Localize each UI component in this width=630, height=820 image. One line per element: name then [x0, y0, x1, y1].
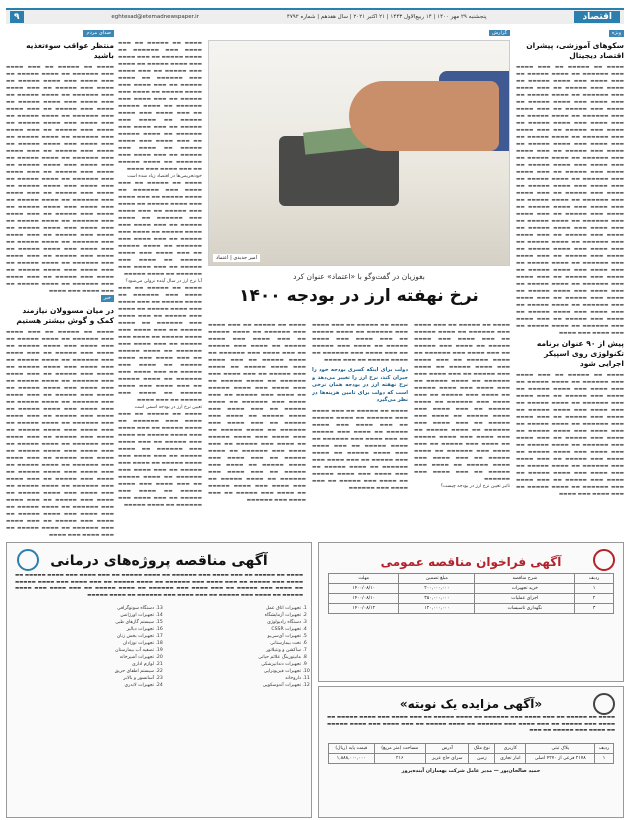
table-cell: ۱۴۰۰/۰۸/۱۲ [329, 604, 399, 614]
tender-item: 12. تجهیزات آندوسکوپی [164, 682, 301, 689]
column-tag: صدای مردم [83, 30, 114, 37]
call-ad-table [328, 573, 614, 614]
main-story [118, 30, 510, 538]
table-header-cell: شرح مناقصه [475, 574, 575, 584]
tender-ad-title: آگهی مناقصه پروژه‌های درمانی [50, 553, 268, 569]
org-logo-icon [17, 549, 39, 571]
table-header-row [329, 743, 614, 753]
table-cell: خرید تجهیزات [475, 584, 575, 594]
hand-shape [349, 81, 499, 151]
story-subtitle: بغوزیان در گفت‌وگو با «اعتماد» عنوان کرد [293, 272, 425, 281]
table-cell: ۱ [595, 753, 614, 763]
page-number: ۹ [10, 11, 24, 23]
column-tag-2: خبر [101, 295, 114, 302]
table-header-cell: ردیف [575, 574, 614, 584]
tender-ad [6, 542, 312, 818]
call-ad [318, 542, 624, 682]
table-header-cell: مبلغ تضمین [399, 574, 475, 584]
tender-item: 22. سیستم اطفای حریق [17, 668, 154, 675]
org-logo-icon [593, 693, 615, 715]
auction-ad-intro: ▬▬▬▬ ▬▬ ▬▬▬▬▬ ▬▬ ▬▬▬ ▬▬▬▬ ▬▬▬ ▬▬▬▬▬▬ ▬▬ ▬▬▬▬ ▬▬▬▬▬ ▬▬ ▬▬▬ ▬▬▬▬ ▬▬▬ ▬▬▬▬ ▬▬▬▬▬ ▬▬ ▬▬▬▬ ▬▬▬ ▬▬▬▬▬ ▬▬ ▬▬▬ ▬▬▬▬ ▬▬▬ ▬▬▬▬▬▬ ▬▬ ▬▬▬▬ ▬▬▬▬▬ ▬▬ ▬▬▬ ▬▬▬▬ ▬▬▬ ▬▬▬▬ ▬▬▬▬▬ ▬▬ ▬▬▬▬ ▬▬▬ ▬▬▬▬▬ ▬▬ ▬▬▬ [327, 715, 615, 733]
tender-item: 7. ساکشن و ونتیلاتور [164, 647, 301, 654]
table-header-cell: ردیف [595, 743, 614, 753]
table-cell: ۱۴۰۰/۰۸/۱۰ [329, 594, 399, 604]
table-cell: ۲ [575, 594, 614, 604]
table-header-cell: پلاک ثبتی [526, 743, 595, 753]
table-header-cell: کاربری [495, 743, 526, 753]
article-title: منتظر عواقب سوءتغذیه باشید [26, 41, 114, 60]
org-logo-icon [593, 549, 615, 571]
story-column-2: ▬▬▬▬ ▬▬ ▬▬▬▬▬ ▬▬ ▬▬▬ ▬▬▬▬ ▬▬▬ ▬▬▬▬▬▬ ▬▬ ▬▬▬▬ ▬▬▬▬▬ ▬▬ ▬▬▬ ▬▬▬▬ ▬▬▬ ▬▬▬▬ ▬▬▬▬▬ ▬▬ ▬▬▬▬ ▬▬▬ ▬▬▬▬▬ ▬▬ ▬▬▬ ▬▬▬▬ ▬▬▬ ▬▬▬▬▬▬ ▬▬ ▬▬▬▬ ▬▬▬▬▬ ▬▬ ▬▬▬ ▬▬▬▬ دولت برای اینکه کسری بودجه خود را جبران کند، نرخ ارز را تغییر می‌دهد و نرخ نهفته ارز در بودجه همان نرخی است که دولت برای تامین هزینه‌ها در نظر می‌گیرد ▬▬▬▬ ▬▬ ▬▬▬▬▬ ▬▬ ▬▬▬ ▬▬▬▬ ▬▬▬ ▬▬▬▬▬▬ ▬▬ ▬▬▬▬ ▬▬▬▬▬ ▬▬ ▬▬▬ ▬▬▬▬ ▬▬▬ ▬▬▬▬ ▬▬▬▬▬ ▬▬ ▬▬▬▬ ▬▬▬ ▬▬▬▬▬ ▬▬ ▬▬▬ ▬▬▬▬ ▬▬▬ ▬▬▬▬▬▬ ▬▬ ▬▬▬▬ ▬▬▬▬▬ ▬▬ ▬▬▬ ▬▬▬▬ ▬▬▬ ▬▬▬▬ ▬▬▬▬▬ ▬▬ ▬▬▬▬ ▬▬▬ ▬▬▬▬▬ ▬▬ ▬▬▬ ▬▬▬▬ ▬▬▬ ▬▬▬▬▬▬ ▬▬ ▬▬▬▬ ▬▬▬▬▬ ▬▬ ▬▬▬ ▬▬▬▬ ▬▬▬ ▬▬▬▬ ▬▬▬▬▬ ▬▬ ▬▬▬▬ ▬▬▬ ▬▬▬▬▬ ▬▬ ▬▬▬ ▬▬▬▬ ▬▬▬ ▬▬▬▬▬▬ [312, 323, 408, 491]
article-body-2: ▬▬▬▬ ▬▬ ▬▬▬▬▬ ▬▬ ▬▬▬ ▬▬▬▬ ▬▬▬ ▬▬▬▬▬▬ ▬▬ ▬▬▬▬ ▬▬▬▬▬ ▬▬ ▬▬▬ ▬▬▬▬ ▬▬▬ ▬▬▬▬ ▬▬▬▬▬ ▬▬ ▬▬▬▬ ▬▬▬ ▬▬▬▬▬ ▬▬ ▬▬▬ ▬▬▬▬ ▬▬▬ ▬▬▬▬▬▬ ▬▬ ▬▬▬▬ ▬▬▬▬▬ ▬▬ ▬▬▬ ▬▬▬▬ ▬▬▬ ▬▬▬▬ ▬▬▬▬▬ ▬▬ ▬▬▬▬ ▬▬▬ ▬▬▬▬▬ ▬▬ ▬▬▬ ▬▬▬▬ ▬▬▬ ▬▬▬▬▬▬ ▬▬ ▬▬▬▬ ▬▬▬▬▬ ▬▬ ▬▬▬ ▬▬▬▬ ▬▬▬ ▬▬▬▬ ▬▬▬▬▬ ▬▬ ▬▬▬▬ ▬▬▬ ▬▬▬▬▬ ▬▬ ▬▬▬ ▬▬▬▬ ▬▬▬ ▬▬▬▬▬▬ ▬▬ ▬▬▬▬ ▬▬▬▬▬ ▬▬ ▬▬▬ ▬▬▬▬ ▬▬▬ ▬▬▬▬ ▬▬▬▬▬ ▬▬ ▬▬▬▬ ▬▬▬ ▬▬▬▬▬ ▬▬ ▬▬▬ ▬▬▬▬ ▬▬▬ ▬▬▬▬▬▬ ▬▬ ▬▬▬▬ ▬▬▬▬▬ ▬▬ ▬▬▬ ▬▬▬▬ ▬▬▬ ▬▬▬▬ ▬▬▬▬▬ ▬▬ ▬▬▬▬ ▬▬▬ ▬▬▬▬▬ ▬▬ ▬▬▬ ▬▬▬▬ ▬▬▬ ▬▬▬▬▬▬ ▬▬ ▬▬▬▬ ▬▬▬▬▬ ▬▬ ▬▬▬ ▬▬▬▬ ▬▬▬ ▬▬▬▬ [516, 373, 624, 497]
auction-ad-title: «آگهی مزایده یک نوبته» [399, 697, 543, 711]
table-cell: ۲۱۷۸ فرعی از ۴۲۷۰ اصلی [526, 753, 595, 763]
tender-item: 23. آسانسور و بالابر [17, 675, 154, 682]
tender-item: 1. تجهیزات اتاق عمل [164, 605, 301, 612]
tender-item: 20. تجهیزات آشپزخانه [17, 654, 154, 661]
table-cell: ۱۲۰,۰۰۰,۰۰۰ [399, 604, 475, 614]
tender-ad-intro: ▬▬▬▬ ▬▬ ▬▬▬▬▬ ▬▬ ▬▬▬ ▬▬▬▬ ▬▬▬ ▬▬▬▬▬▬ ▬▬ ▬▬▬▬ ▬▬▬▬▬ ▬▬ ▬▬▬ ▬▬▬▬ ▬▬▬ ▬▬▬▬ ▬▬▬▬▬ ▬▬ ▬▬▬▬ ▬▬▬ ▬▬▬▬▬ ▬▬ ▬▬▬ ▬▬▬▬ ▬▬▬ ▬▬▬▬▬▬ ▬▬ ▬▬▬▬ ▬▬▬▬▬ ▬▬ ▬▬▬ ▬▬▬▬ ▬▬▬ ▬▬▬▬ ▬▬▬▬▬ ▬▬ ▬▬▬▬ ▬▬▬ ▬▬▬▬▬ ▬▬ ▬▬▬ ▬▬▬▬ ▬▬▬ ▬▬▬▬▬▬ ▬▬ ▬▬▬▬ ▬▬▬▬▬ ▬▬ ▬▬▬ ▬▬▬▬ ▬▬▬ ▬▬▬▬ ▬▬▬▬▬ ▬▬ ▬▬▬▬ ▬▬▬ ▬▬▬▬▬ ▬▬ ▬▬▬ ▬▬▬▬ ▬▬▬ ▬▬▬▬▬▬ ▬▬ ▬▬▬▬ ▬▬▬▬▬ [15, 573, 303, 598]
article-body-2: ▬▬▬▬ ▬▬ ▬▬▬▬▬ ▬▬ ▬▬▬ ▬▬▬▬ ▬▬▬ ▬▬▬▬▬▬ ▬▬ ▬▬▬▬ ▬▬▬▬▬ ▬▬ ▬▬▬ ▬▬▬▬ ▬▬▬ ▬▬▬▬ ▬▬▬▬▬ ▬▬ ▬▬▬▬ ▬▬▬ ▬▬▬▬▬ ▬▬ ▬▬▬ ▬▬▬▬ ▬▬▬ ▬▬▬▬▬▬ ▬▬ ▬▬▬▬ ▬▬▬▬▬ ▬▬ ▬▬▬ ▬▬▬▬ ▬▬▬ ▬▬▬▬ ▬▬▬▬▬ ▬▬ ▬▬▬▬ ▬▬▬ ▬▬▬▬▬ ▬▬ ▬▬▬ ▬▬▬▬ ▬▬▬ ▬▬▬▬▬▬ ▬▬ ▬▬▬▬ ▬▬▬▬▬ ▬▬ ▬▬▬ ▬▬▬▬ ▬▬▬ ▬▬▬▬ ▬▬▬▬▬ ▬▬ ▬▬▬▬ ▬▬▬ ▬▬▬▬▬ ▬▬ ▬▬▬ ▬▬▬▬ ▬▬▬ ▬▬▬▬▬▬ ▬▬ ▬▬▬▬ ▬▬▬▬▬ ▬▬ ▬▬▬ ▬▬▬▬ ▬▬▬ ▬▬▬▬ ▬▬▬▬▬ ▬▬ ▬▬▬▬ ▬▬▬ ▬▬▬▬▬ ▬▬ ▬▬▬ ▬▬▬▬ ▬▬▬ ▬▬▬▬▬▬ ▬▬ ▬▬▬▬ ▬▬▬▬▬ ▬▬ ▬▬▬ ▬▬▬▬ ▬▬▬ ▬▬▬▬ ▬▬▬▬▬ ▬▬ ▬▬▬▬ ▬▬▬ ▬▬▬▬▬ ▬▬ ▬▬▬ ▬▬▬▬ ▬▬▬ ▬▬▬▬▬▬ ▬▬ ▬▬▬▬ ▬▬▬▬▬ ▬▬ ▬▬▬ ▬▬▬▬ ▬▬▬ ▬▬▬▬ ▬▬▬▬▬ ▬▬ ▬▬▬▬ ▬▬▬ ▬▬▬▬▬ ▬▬ ▬▬▬ ▬▬▬▬ ▬▬▬ ▬▬▬▬▬▬ ▬▬ ▬▬▬▬ ▬▬▬▬▬ ▬▬ ▬▬▬ ▬▬▬▬ ▬▬▬ ▬▬▬▬ ▬▬▬▬▬ ▬▬ ▬▬▬▬ ▬▬▬ ▬▬▬▬▬ ▬▬ ▬▬▬ ▬▬▬▬ ▬▬▬ ▬▬▬▬▬▬ ▬▬ ▬▬▬▬ ▬▬▬▬▬ ▬▬ ▬▬▬ ▬▬▬▬ ▬▬▬ ▬▬▬▬ ▬▬▬▬▬ ▬▬ ▬▬▬▬ ▬▬▬ ▬▬▬▬▬ ▬▬ ▬▬▬ ▬▬▬▬ ▬▬▬ ▬▬▬▬▬▬ ▬▬ ▬▬▬▬ ▬▬▬▬▬ ▬▬ ▬▬▬ ▬▬▬▬ ▬▬▬ ▬▬▬▬ ▬▬▬▬▬ ▬▬ ▬▬▬▬ ▬▬▬ ▬▬▬▬▬ ▬▬ ▬▬▬ ▬▬▬▬ ▬▬▬ ▬▬▬▬▬▬ ▬▬ ▬▬▬▬ ▬▬▬▬▬ ▬▬ ▬▬▬ ▬▬▬▬ ▬▬▬ ▬▬▬▬ [6, 330, 114, 538]
table-cell: ۳ [575, 604, 614, 614]
table-cell: اجرای عملیات [475, 594, 575, 604]
table-header-cell: آدرس [425, 743, 469, 753]
article-title: سکوهای آموزشی، پیشران اقتصاد دیجیتال [526, 41, 624, 60]
table-cell: سرای حاج عزیز [425, 753, 469, 763]
tender-item: 8. مانیتورینگ علائم حیاتی [164, 654, 301, 661]
auction-ad-table [328, 743, 614, 764]
column-tag: ویژه [609, 30, 624, 37]
pull-quote: دولت برای اینکه کسری بودجه خود را جبران کند، نرخ ارز را تغییر می‌دهد و نرخ نهفته ارز در بودجه همان نرخی است که دولت برای تامین هزینه‌ها در نظر می‌گیرد [312, 367, 408, 403]
table-cell: ۲۱۶ [374, 753, 425, 763]
story-subhead-c: تاثیر تعیین نرخ ارز در بودجه چیست؟ [440, 484, 510, 489]
tender-item: 5. تجهیزات آی‌سی‌یو [164, 633, 301, 640]
tender-item: 16. تجهیزات دیالیز [17, 626, 154, 633]
story-side-column: ▬▬▬▬ ▬▬ ▬▬▬▬▬ ▬▬ ▬▬▬ ▬▬▬▬ ▬▬▬ ▬▬▬▬▬▬ ▬▬ ▬▬▬▬ ▬▬▬▬▬ ▬▬ ▬▬▬ ▬▬▬▬ ▬▬▬ ▬▬▬▬ ▬▬▬▬▬ ▬▬ ▬▬▬▬ ▬▬▬ ▬▬▬▬▬ ▬▬ ▬▬▬ ▬▬▬▬ ▬▬▬ ▬▬▬▬▬▬ ▬▬ ▬▬▬▬ ▬▬▬▬▬ ▬▬ ▬▬▬ ▬▬▬▬ ▬▬▬ ▬▬▬▬ ▬▬▬▬▬ ▬▬ ▬▬▬▬ ▬▬▬ ▬▬▬▬▬ ▬▬ ▬▬▬ ▬▬▬▬ ▬▬▬ ▬▬▬▬▬▬ ▬▬ ▬▬▬▬ ▬▬▬▬▬ ▬▬ ▬▬▬ ▬▬▬▬ ▬▬▬ ▬▬▬▬ ▬▬▬▬▬ ▬▬ ▬▬▬▬ ▬▬▬ ▬▬▬▬▬ ▬▬ ▬▬▬ ▬▬▬▬ ▬▬▬ ▬▬▬▬▬▬ ▬▬ ▬▬▬▬ ▬▬▬▬▬ ▬▬ ▬▬▬ ▬▬▬▬ ▬▬▬ ▬▬▬▬ ▬▬▬▬▬ ▬▬ ▬▬▬▬ ▬▬▬ ▬▬▬▬▬ ▬▬ ▬▬▬ ▬▬▬▬ ▬▬▬ ▬▬▬▬▬▬ ▬▬ ▬▬▬▬ ▬▬▬▬▬ ▬▬ ▬▬▬ ▬▬▬▬ ▬▬▬ ▬▬▬▬ خودتحریمی‌ها در اقتصاد زیاد شده است ▬▬▬▬ ▬▬ ▬▬▬▬▬ ▬▬ ▬▬▬ ▬▬▬▬ ▬▬▬ ▬▬▬▬▬▬ ▬▬ ▬▬▬▬ ▬▬▬▬▬ ▬▬ ▬▬▬ ▬▬▬▬ ▬▬▬ ▬▬▬▬ ▬▬▬▬▬ ▬▬ ▬▬▬▬ ▬▬▬ ▬▬▬▬▬ ▬▬ ▬▬▬ ▬▬▬▬ ▬▬▬ ▬▬▬▬▬▬ ▬▬ ▬▬▬▬ ▬▬▬▬▬ ▬▬ ▬▬▬ ▬▬▬▬ ▬▬▬ ▬▬▬▬ ▬▬▬▬▬ ▬▬ ▬▬▬▬ ▬▬▬ ▬▬▬▬▬ ▬▬ ▬▬▬ ▬▬▬▬ ▬▬▬ ▬▬▬▬▬▬ ▬▬ ▬▬▬▬ ▬▬▬▬▬ ▬▬ ▬▬▬ ▬▬▬▬ ▬▬▬ ▬▬▬▬ ▬▬▬▬▬ ▬▬ ▬▬▬▬ ▬▬▬ ▬▬▬▬▬ ▬▬ ▬▬▬ ▬▬▬▬ ▬▬▬ ▬▬▬▬▬▬ ▬▬ ▬▬▬▬ ▬▬▬▬▬ آیا نرخ ارز در سال آینده نزولی می‌شود؟ ▬▬▬▬ ▬▬ ▬▬▬▬▬ ▬▬ ▬▬▬ ▬▬▬▬ ▬▬▬ ▬▬▬▬▬▬ ▬▬ ▬▬▬▬ ▬▬▬▬▬ ▬▬ ▬▬▬ ▬▬▬▬ ▬▬▬ ▬▬▬▬ ▬▬▬▬▬ ▬▬ ▬▬▬▬ ▬▬▬ ▬▬▬▬▬ ▬▬ ▬▬▬ ▬▬▬▬ ▬▬▬ ▬▬▬▬▬▬ ▬▬ ▬▬▬▬ ▬▬▬▬▬ ▬▬ ▬▬▬ ▬▬▬▬ ▬▬▬ ▬▬▬▬ ▬▬▬▬▬ ▬▬ ▬▬▬▬ ▬▬▬ ▬▬▬▬▬ ▬▬ ▬▬▬ ▬▬▬▬ ▬▬▬ ▬▬▬▬▬▬ ▬▬ ▬▬▬▬ ▬▬▬▬▬ ▬▬ ▬▬▬ ▬▬▬▬ ▬▬▬ ▬▬▬▬ ▬▬▬▬▬ ▬▬ ▬▬▬▬ ▬▬▬ ▬▬▬▬▬ ▬▬ ▬▬▬ ▬▬▬▬ ▬▬▬ ▬▬▬▬▬▬ ▬▬ ▬▬▬▬ ▬▬▬▬▬ ▬▬ ▬▬▬ ▬▬▬▬ ▬▬▬ ▬▬▬▬ ▬▬▬▬▬ ▬▬ ▬▬▬▬ ▬▬▬ ▬▬▬▬▬ ▬▬ ▬▬▬ ▬▬▬▬ تعیین نرخ ارز در بودجه اسمی است ▬▬▬▬ ▬▬ ▬▬▬▬▬ ▬▬ ▬▬▬ ▬▬▬▬ ▬▬▬ ▬▬▬▬▬▬ ▬▬ ▬▬▬▬ ▬▬▬▬▬ ▬▬ ▬▬▬ ▬▬▬▬ ▬▬▬ ▬▬▬▬ ▬▬▬▬▬ ▬▬ ▬▬▬▬ ▬▬▬ ▬▬▬▬▬ ▬▬ ▬▬▬ ▬▬▬▬ ▬▬▬ ▬▬▬▬▬▬ ▬▬ ▬▬▬▬ ▬▬▬▬▬ ▬▬ ▬▬▬ ▬▬▬▬ ▬▬▬ ▬▬▬▬ ▬▬▬▬▬ ▬▬ ▬▬▬▬ ▬▬▬ ▬▬▬▬▬ ▬▬ ▬▬▬ ▬▬▬▬ ▬▬▬ ▬▬▬▬▬▬ ▬▬ ▬▬▬▬ ▬▬▬▬▬ ▬▬ ▬▬▬ ▬▬▬▬ ▬▬▬ ▬▬▬▬ ▬▬▬▬▬ ▬▬ ▬▬▬▬ ▬▬▬ ▬▬▬▬▬ ▬▬ ▬▬▬ ▬▬▬▬ ▬▬▬ ▬▬▬▬▬▬ ▬▬ ▬▬▬▬ ▬▬▬▬▬ [118, 41, 202, 508]
tender-item: 3. دستگاه رادیولوژی [164, 619, 301, 626]
story-photo [208, 40, 510, 266]
table-cell: ۱۴۰۰/۰۸/۱۰ [329, 584, 399, 594]
table-cell: زمین [469, 753, 495, 763]
table-header-row [329, 574, 614, 584]
table-cell: ۱ [575, 584, 614, 594]
tender-item: 13. دستگاه سونوگرافی [17, 605, 154, 612]
tender-item: 14. تجهیزات اورژانس [17, 612, 154, 619]
table-cell: ۲۰۰,۰۰۰,۰۰۰ [399, 584, 475, 594]
auction-ad [318, 686, 624, 818]
tender-item: 24. تجهیزات لاندری [17, 682, 154, 689]
table-row [329, 753, 614, 763]
tender-items-list [7, 603, 311, 691]
section-name: اقتصاد [574, 11, 620, 23]
table-header-cell: مهلت [329, 574, 399, 584]
story-subhead-a: آیا نرخ ارز در سال آینده نزولی می‌شود؟ [125, 279, 202, 284]
story-subhead-d: خودتحریمی‌ها در اقتصاد زیاد شده است [127, 174, 202, 179]
table-header-cell: نوع ملک [469, 743, 495, 753]
tender-item: 6. تخت بیمارستانی [164, 640, 301, 647]
story-headline: نرخ نهفته ارز در بودجه ۱۴۰۰ [239, 286, 479, 306]
story-subhead-b: تعیین نرخ ارز در بودجه اسمی است [134, 405, 202, 410]
tender-item: 17. تجهیزات بخش زنان [17, 633, 154, 640]
article-body: ▬▬▬▬ ▬▬ ▬▬▬▬▬ ▬▬ ▬▬▬ ▬▬▬▬ ▬▬▬ ▬▬▬▬▬▬ ▬▬ ▬▬▬▬ ▬▬▬▬▬ ▬▬ ▬▬▬ ▬▬▬▬ ▬▬▬ ▬▬▬▬ ▬▬▬▬▬ ▬▬ ▬▬▬▬ ▬▬▬ ▬▬▬▬▬ ▬▬ ▬▬▬ ▬▬▬▬ ▬▬▬ ▬▬▬▬▬▬ ▬▬ ▬▬▬▬ ▬▬▬▬▬ ▬▬ ▬▬▬ ▬▬▬▬ ▬▬▬ ▬▬▬▬ ▬▬▬▬▬ ▬▬ ▬▬▬▬ ▬▬▬ ▬▬▬▬▬ ▬▬ ▬▬▬ ▬▬▬▬ ▬▬▬ ▬▬▬▬▬▬ ▬▬ ▬▬▬▬ ▬▬▬▬▬ ▬▬ ▬▬▬ ▬▬▬▬ ▬▬▬ ▬▬▬▬ ▬▬▬▬▬ ▬▬ ▬▬▬▬ ▬▬▬ ▬▬▬▬▬ ▬▬ ▬▬▬ ▬▬▬▬ ▬▬▬ ▬▬▬▬▬▬ ▬▬ ▬▬▬▬ ▬▬▬▬▬ ▬▬ ▬▬▬ ▬▬▬▬ ▬▬▬ ▬▬▬▬ ▬▬▬▬▬ ▬▬ ▬▬▬▬ ▬▬▬ ▬▬▬▬▬ ▬▬ ▬▬▬ ▬▬▬▬ ▬▬▬ ▬▬▬▬▬▬ ▬▬ ▬▬▬▬ ▬▬▬▬▬ ▬▬ ▬▬▬ ▬▬▬▬ ▬▬▬ ▬▬▬▬ ▬▬▬▬▬ ▬▬ ▬▬▬▬ ▬▬▬ ▬▬▬▬▬ ▬▬ ▬▬▬ ▬▬▬▬ ▬▬▬ ▬▬▬▬▬▬ ▬▬ ▬▬▬▬ ▬▬▬▬▬ ▬▬ ▬▬▬ ▬▬▬▬ ▬▬▬ ▬▬▬▬ ▬▬▬▬▬ ▬▬ ▬▬▬▬ ▬▬▬ ▬▬▬▬▬ ▬▬ ▬▬▬ ▬▬▬▬ ▬▬▬ ▬▬▬▬▬▬ ▬▬ ▬▬▬▬ ▬▬▬▬▬ ▬▬ ▬▬▬ ▬▬▬▬ ▬▬▬ ▬▬▬▬ ▬▬▬▬▬ ▬▬ ▬▬▬▬ ▬▬▬ ▬▬▬▬▬ ▬▬ ▬▬▬ ▬▬▬▬ ▬▬▬ ▬▬▬▬▬▬ ▬▬ ▬▬▬▬ ▬▬▬▬▬ ▬▬ ▬▬▬ ▬▬▬▬ ▬▬▬ ▬▬▬▬ ▬▬▬▬▬ ▬▬ ▬▬▬▬ ▬▬▬ ▬▬▬▬▬ ▬▬ ▬▬▬ ▬▬▬▬ ▬▬▬ ▬▬▬▬▬▬ ▬▬ ▬▬▬▬ ▬▬▬▬▬ ▬▬ ▬▬▬ ▬▬▬▬ ▬▬▬ ▬▬▬▬ ▬▬▬▬▬ ▬▬ ▬▬▬▬ ▬▬▬ ▬▬▬▬▬ ▬▬ ▬▬▬ ▬▬▬▬ ▬▬▬ ▬▬▬▬▬▬ ▬▬ ▬▬▬▬ ▬▬▬▬▬ ▬▬ ▬▬▬ ▬▬▬▬ ▬▬▬ ▬▬▬▬ ▬▬▬▬▬ ▬▬ ▬▬▬▬ ▬▬▬ ▬▬▬▬▬ ▬▬ ▬▬▬ ▬▬▬▬ ▬▬▬ ▬▬▬▬▬▬ ▬▬ ▬▬▬▬ ▬▬▬▬▬ ▬▬ ▬▬▬ ▬▬▬▬ ▬▬▬ ▬▬▬▬ ▬▬▬▬▬ ▬▬ ▬▬▬▬ ▬▬▬ ▬▬▬▬▬ ▬▬ ▬▬▬ ▬▬▬▬ ▬▬▬ ▬▬▬▬▬▬ ▬▬ ▬▬▬▬ ▬▬▬▬▬ ▬▬ ▬▬▬ ▬▬▬▬ ▬▬▬ ▬▬▬▬ ▬▬▬▬▬ ▬▬ ▬▬▬▬ ▬▬▬ ▬▬▬▬▬ ▬▬ ▬▬▬ ▬▬▬▬ ▬▬▬ ▬▬▬▬▬▬ ▬▬ ▬▬▬▬ ▬▬▬▬▬ ▬▬ ▬▬▬ ▬▬▬▬ ▬▬▬ ▬▬▬▬ [516, 65, 624, 336]
contact-email[interactable]: eghtesad@etemadnewspaper.ir [111, 14, 199, 20]
table-row [329, 584, 614, 594]
table-cell: ۳۵۰,۰۰۰,۰۰۰ [399, 594, 475, 604]
story-column-3: ▬▬▬▬ ▬▬ ▬▬▬▬▬ ▬▬ ▬▬▬ ▬▬▬▬ ▬▬▬ ▬▬▬▬▬▬ ▬▬ ▬▬▬▬ ▬▬▬▬▬ ▬▬ ▬▬▬ ▬▬▬▬ ▬▬▬ ▬▬▬▬ ▬▬▬▬▬ ▬▬ ▬▬▬▬ ▬▬▬ ▬▬▬▬▬ ▬▬ ▬▬▬ ▬▬▬▬ ▬▬▬ ▬▬▬▬▬▬ ▬▬ ▬▬▬▬ ▬▬▬▬▬ ▬▬ ▬▬▬ ▬▬▬▬ ▬▬▬ ▬▬▬▬ ▬▬▬▬▬ ▬▬ ▬▬▬▬ ▬▬▬ ▬▬▬▬▬ ▬▬ ▬▬▬ ▬▬▬▬ ▬▬▬ ▬▬▬▬▬▬ ▬▬ ▬▬▬▬ ▬▬▬▬▬ ▬▬ ▬▬▬ ▬▬▬▬ ▬▬▬ ▬▬▬▬ ▬▬▬▬▬ ▬▬ ▬▬▬▬ ▬▬▬ ▬▬▬▬▬ ▬▬ ▬▬▬ ▬▬▬▬ ▬▬▬ ▬▬▬▬▬▬ ▬▬ ▬▬▬▬ ▬▬▬▬▬ ▬▬ ▬▬▬ ▬▬▬▬ ▬▬▬ ▬▬▬▬ ▬▬▬▬▬ ▬▬ ▬▬▬▬ ▬▬▬ ▬▬▬▬▬ ▬▬ ▬▬▬ ▬▬▬▬ ▬▬▬ ▬▬▬▬▬▬ ▬▬ ▬▬▬▬ ▬▬▬▬▬ ▬▬ ▬▬▬ ▬▬▬▬ ▬▬▬ ▬▬▬▬ ▬▬▬▬▬ ▬▬ ▬▬▬▬ ▬▬▬ ▬▬▬▬▬ ▬▬ ▬▬▬ ▬▬▬▬ ▬▬▬ ▬▬▬▬▬▬ ▬▬ ▬▬▬▬ ▬▬▬▬▬ ▬▬ ▬▬▬ ▬▬▬▬ ▬▬▬ ▬▬▬▬ ▬▬▬▬▬ ▬▬ ▬▬▬▬ ▬▬▬ ▬▬▬▬▬ ▬▬ ▬▬▬ ▬▬▬▬ ▬▬▬ ▬▬▬▬▬▬ ▬▬ ▬▬▬▬ ▬▬▬▬▬ ▬▬ ▬▬▬ ▬▬▬▬ ▬▬▬ ▬▬▬▬ ▬▬▬▬▬ ▬▬ ▬▬▬▬ ▬▬▬ ▬▬▬▬▬ ▬▬ ▬▬▬ ▬▬▬▬ ▬▬▬ ▬▬▬▬▬▬ [208, 323, 306, 503]
left-column [6, 30, 114, 538]
tender-item: 21. لوازم اداری [17, 661, 154, 668]
tender-item: 11. داروخانه [164, 675, 301, 682]
story-column-1: ▬▬▬▬ ▬▬ ▬▬▬▬▬ ▬▬ ▬▬▬ ▬▬▬▬ ▬▬▬ ▬▬▬▬▬▬ ▬▬ ▬▬▬▬ ▬▬▬▬▬ ▬▬ ▬▬▬ ▬▬▬▬ ▬▬▬ ▬▬▬▬ ▬▬▬▬▬ ▬▬ ▬▬▬▬ ▬▬▬ ▬▬▬▬▬ ▬▬ ▬▬▬ ▬▬▬▬ ▬▬▬ ▬▬▬▬▬▬ ▬▬ ▬▬▬▬ ▬▬▬▬▬ ▬▬ ▬▬▬ ▬▬▬▬ ▬▬▬ ▬▬▬▬ ▬▬▬▬▬ ▬▬ ▬▬▬▬ ▬▬▬ ▬▬▬▬▬ ▬▬ ▬▬▬ ▬▬▬▬ ▬▬▬ ▬▬▬▬▬▬ ▬▬ ▬▬▬▬ ▬▬▬▬▬ ▬▬ ▬▬▬ ▬▬▬▬ ▬▬▬ ▬▬▬▬ ▬▬▬▬▬ ▬▬ ▬▬▬▬ ▬▬▬ ▬▬▬▬▬ ▬▬ ▬▬▬ ▬▬▬▬ ▬▬▬ ▬▬▬▬▬▬ ▬▬ ▬▬▬▬ ▬▬▬▬▬ ▬▬ ▬▬▬ ▬▬▬▬ ▬▬▬ ▬▬▬▬ ▬▬▬▬▬ ▬▬ ▬▬▬▬ ▬▬▬ ▬▬▬▬▬ ▬▬ ▬▬▬ ▬▬▬▬ ▬▬▬ ▬▬▬▬▬▬ ▬▬ ▬▬▬▬ ▬▬▬▬▬ ▬▬ ▬▬▬ ▬▬▬▬ ▬▬▬ ▬▬▬▬ ▬▬▬▬▬ ▬▬ ▬▬▬▬ ▬▬▬ ▬▬▬▬▬ ▬▬ ▬▬▬ ▬▬▬▬ ▬▬▬ ▬▬▬▬▬▬ ▬▬ ▬▬▬▬ ▬▬▬▬▬ ▬▬ ▬▬▬ ▬▬▬▬ ▬▬▬ ▬▬▬▬ ▬▬▬▬▬ ▬▬ ▬▬▬▬ ▬▬▬ ▬▬▬▬▬ ▬▬ ▬▬▬ ▬▬▬▬ ▬▬▬ ▬▬▬▬▬▬ تاثیر تعیین نرخ ارز در بودجه چیست؟ [414, 323, 510, 489]
tender-item: 15. سیستم گازهای طبی [17, 619, 154, 626]
table-cell: انبار تجاری [495, 753, 526, 763]
article-title-2: پیش از ۹۰ عنوان برنامه تکنولوژی روی اسپیکر اجرایی شود [536, 339, 624, 368]
auction-signature: حمید صالحان‌پور — مدیر عامل شرکت بهسازان آینده‌پرور [401, 767, 541, 774]
page-header [6, 8, 624, 24]
right-column [516, 30, 624, 538]
tender-item: 9. تجهیزات دندانپزشکی [164, 661, 301, 668]
table-cell: نگهداری تاسیسات [475, 604, 575, 614]
call-ad-title: آگهی فراخوان مناقصه عمومی [380, 555, 562, 569]
table-header-cell: قیمت پایه (ریال) [329, 743, 374, 753]
issue-date: پنجشنبه ۲۹ مهر ۱۴۰۰ | ۱۴ ربیع‌الاول ۱۴۴۳ | ۲۱ اکتبر ۲۰۲۱ | سال هفدهم | شماره ۴۷۹۲ [286, 14, 487, 20]
tender-item: 19. تصفیه آب بیمارستان [17, 647, 154, 654]
tender-item: 18. تجهیزات نوزادان [17, 640, 154, 647]
table-header-cell: مساحت (متر مربع) [374, 743, 425, 753]
article-body: ▬▬▬▬ ▬▬ ▬▬▬▬▬ ▬▬ ▬▬▬ ▬▬▬▬ ▬▬▬ ▬▬▬▬▬▬ ▬▬ ▬▬▬▬ ▬▬▬▬▬ ▬▬ ▬▬▬ ▬▬▬▬ ▬▬▬ ▬▬▬▬ ▬▬▬▬▬ ▬▬ ▬▬▬▬ ▬▬▬ ▬▬▬▬▬ ▬▬ ▬▬▬ ▬▬▬▬ ▬▬▬ ▬▬▬▬▬▬ ▬▬ ▬▬▬▬ ▬▬▬▬▬ ▬▬ ▬▬▬ ▬▬▬▬ ▬▬▬ ▬▬▬▬ ▬▬▬▬▬ ▬▬ ▬▬▬▬ ▬▬▬ ▬▬▬▬▬ ▬▬ ▬▬▬ ▬▬▬▬ ▬▬▬ ▬▬▬▬▬▬ ▬▬ ▬▬▬▬ ▬▬▬▬▬ ▬▬ ▬▬▬ ▬▬▬▬ ▬▬▬ ▬▬▬▬ ▬▬▬▬▬ ▬▬ ▬▬▬▬ ▬▬▬ ▬▬▬▬▬ ▬▬ ▬▬▬ ▬▬▬▬ ▬▬▬ ▬▬▬▬▬▬ ▬▬ ▬▬▬▬ ▬▬▬▬▬ ▬▬ ▬▬▬ ▬▬▬▬ ▬▬▬ ▬▬▬▬ ▬▬▬▬▬ ▬▬ ▬▬▬▬ ▬▬▬ ▬▬▬▬▬ ▬▬ ▬▬▬ ▬▬▬▬ ▬▬▬ ▬▬▬▬▬▬ ▬▬ ▬▬▬▬ ▬▬▬▬▬ ▬▬ ▬▬▬ ▬▬▬▬ ▬▬▬ ▬▬▬▬ ▬▬▬▬▬ ▬▬ ▬▬▬▬ ▬▬▬ ▬▬▬▬▬ ▬▬ ▬▬▬ ▬▬▬▬ ▬▬▬ ▬▬▬▬▬▬ ▬▬ ▬▬▬▬ ▬▬▬▬▬ ▬▬ ▬▬▬ ▬▬▬▬ ▬▬▬ ▬▬▬▬ ▬▬▬▬▬ ▬▬ ▬▬▬▬ ▬▬▬ ▬▬▬▬▬ ▬▬ ▬▬▬ ▬▬▬▬ ▬▬▬ ▬▬▬▬▬▬ ▬▬ ▬▬▬▬ ▬▬▬▬▬ ▬▬ ▬▬▬ ▬▬▬▬ ▬▬▬ ▬▬▬▬ ▬▬▬▬▬ ▬▬ ▬▬▬▬ ▬▬▬ ▬▬▬▬▬ ▬▬ ▬▬▬ ▬▬▬▬ ▬▬▬ ▬▬▬▬▬▬ ▬▬ ▬▬▬▬ ▬▬▬▬▬ ▬▬ ▬▬▬ ▬▬▬▬ ▬▬▬ ▬▬▬▬ ▬▬▬▬▬ ▬▬ ▬▬▬▬ ▬▬▬ ▬▬▬▬▬ ▬▬ ▬▬▬ ▬▬▬▬ ▬▬▬ ▬▬▬▬▬▬ ▬▬ ▬▬▬▬ ▬▬▬▬▬ ▬▬ ▬▬▬ ▬▬▬▬ ▬▬▬ ▬▬▬▬ ▬▬▬▬▬ ▬▬ ▬▬▬▬ ▬▬▬ ▬▬▬▬▬ ▬▬ ▬▬▬ ▬▬▬▬ ▬▬▬ ▬▬▬▬▬▬ ▬▬ ▬▬▬▬ ▬▬▬▬▬ ▬▬ ▬▬▬ ▬▬▬▬ ▬▬▬ ▬▬▬▬ ▬▬▬▬▬ ▬▬ ▬▬▬▬ ▬▬▬ ▬▬▬▬▬ ▬▬ ▬▬▬ ▬▬▬▬ ▬▬▬ ▬▬▬▬▬▬ ▬▬ ▬▬▬▬ ▬▬▬▬▬ ▬▬ ▬▬▬ ▬▬▬▬ ▬▬▬ ▬▬▬▬ [6, 65, 114, 294]
table-cell: ۱,۸۸۸,۰۰۰,۰۰۰ [329, 753, 374, 763]
tender-item: 10. تجهیزات فیزیوتراپی [164, 668, 301, 675]
story-tag: گزارش [489, 30, 510, 36]
tender-item: 2. تجهیزات آزمایشگاه [164, 612, 301, 619]
tender-item: 4. تجهیزات CSSR [164, 626, 301, 633]
table-row [329, 594, 614, 604]
table-row [329, 604, 614, 614]
article-title-2: در میان مسوولان نیازمند کمک و گوش بیشتر هستیم [16, 306, 114, 325]
photo-caption: امیر جدیدی | اعتماد [213, 254, 260, 262]
